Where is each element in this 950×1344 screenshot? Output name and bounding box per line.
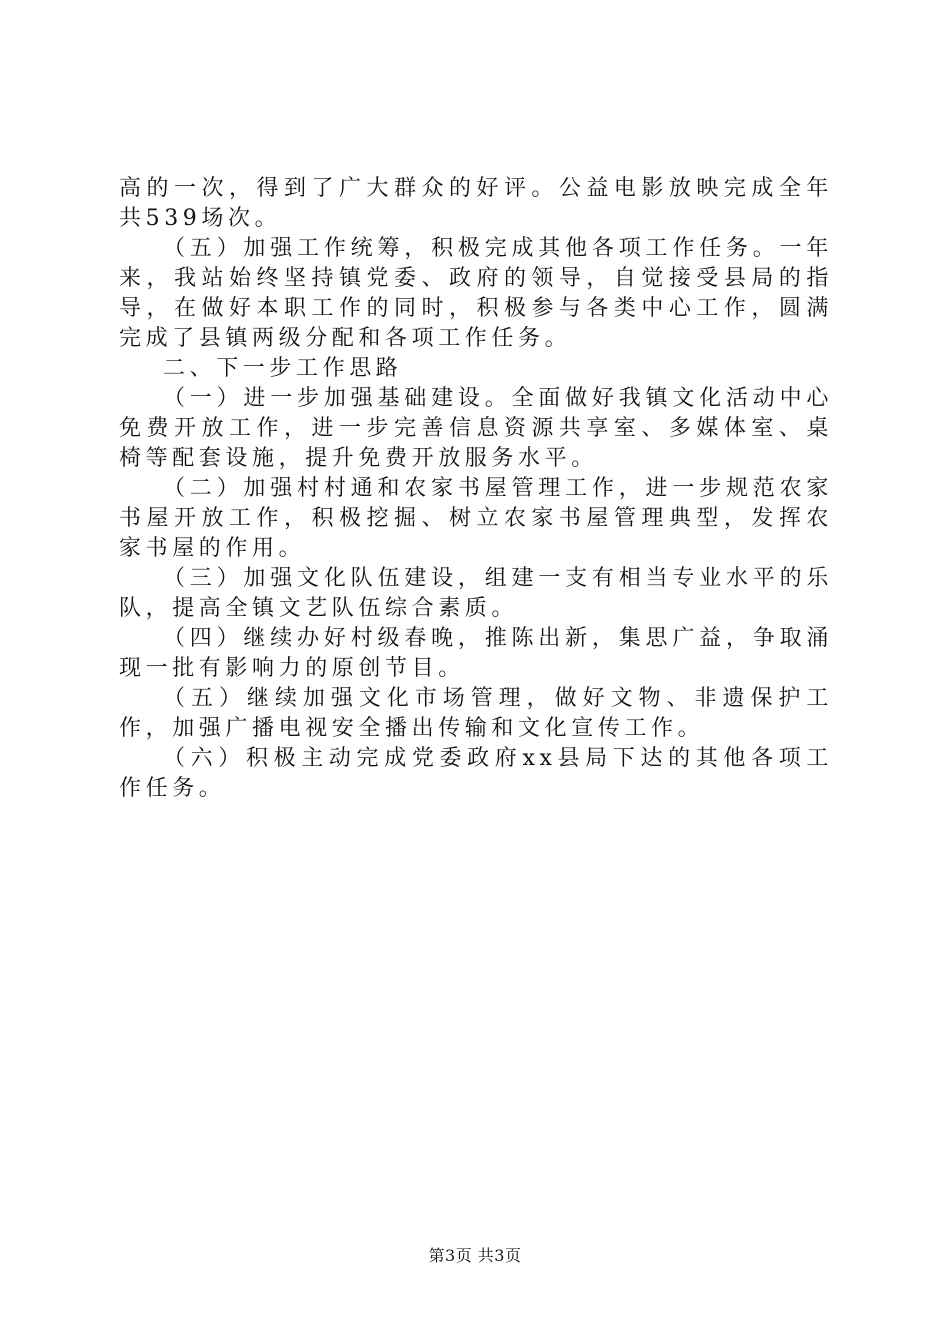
paragraph-item-5b: （五）继续加强文化市场管理，做好文物、非遗保护工作，加强广播电视安全播出传输和文化宣传工作。 [119, 686, 833, 741]
paragraph-item-5: （五）加强工作统筹，积极完成其他各项工作任务。一年来，我站始终坚持镇党委、政府的领导，自觉接受县局的指导，在做好本职工作的同时，积极参与各类中心工作，圆满完成了县镇两级分配和各项工作任务。 [119, 236, 833, 351]
document-body [119, 174, 833, 804]
paragraph-item-3: （三）加强文化队伍建设，组建一支有相当专业水平的乐队，提高全镇文艺队伍综合素质。 [119, 566, 833, 621]
section-heading: 二、下一步工作思路 [163, 356, 403, 381]
paragraph-item-4: （四）继续办好村级春晚，推陈出新，集思广益，争取涌现一批有影响力的原创节目。 [119, 626, 833, 681]
paragraph-item-1: （一）进一步加强基础建设。全面做好我镇文化活动中心免费开放工作，进一步完善信息资源共享室、多媒体室、桌椅等配套设施，提升免费开放服务水平。 [119, 386, 833, 471]
paragraph-continuation: 高的一次，得到了广大群众的好评。公益电影放映完成全年共539场次。 [119, 176, 833, 231]
paragraph-item-2: （二）加强村村通和农家书屋管理工作，进一步规范农家书屋开放工作，积极挖掘、树立农家书屋管理典型，发挥农家书屋的作用。 [119, 476, 833, 561]
page-number: 第3页 共3页 [428, 1246, 522, 1265]
paragraph-item-6: （六）积极主动完成党委政府xx县局下达的其他各项工作任务。 [119, 746, 833, 801]
